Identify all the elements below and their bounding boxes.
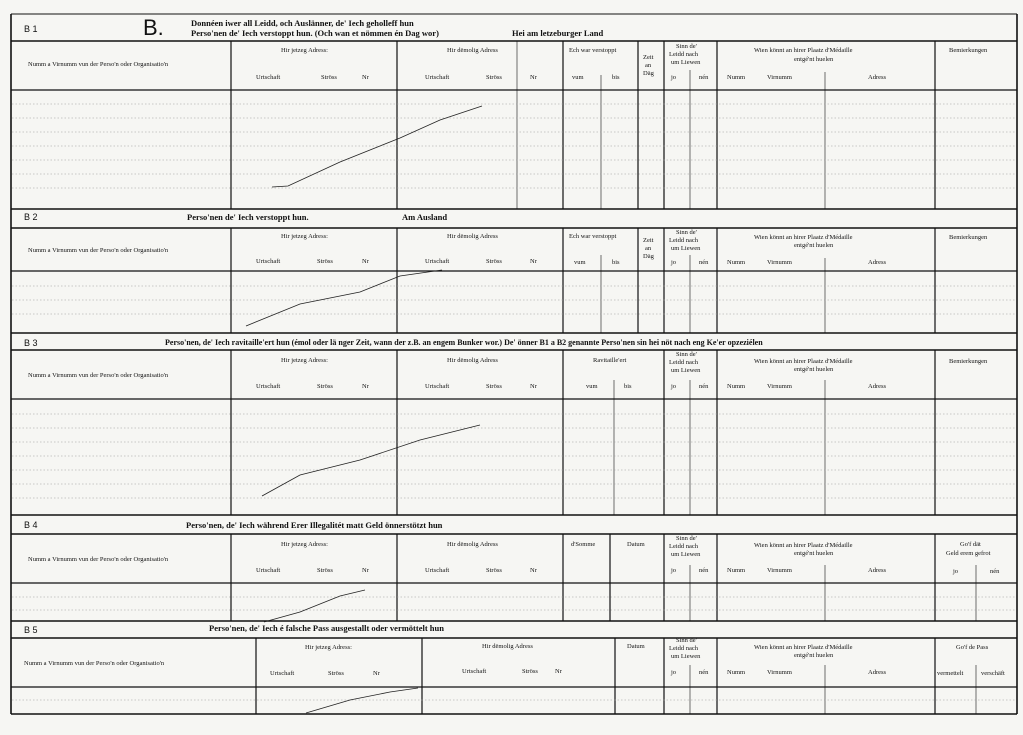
col-jo: jo — [953, 568, 959, 575]
col-somme: d'Somme — [571, 541, 596, 548]
col-hir-jetzeg: Hir jetzeg Adress: — [281, 47, 328, 54]
col-leidd: Leidd nach — [669, 237, 699, 244]
col-adress: Adress — [868, 567, 887, 574]
col-sinn: Sinn de' — [676, 43, 697, 50]
col-bis: bis — [624, 383, 632, 390]
col-bemierkungen: Bemierkungen — [949, 234, 988, 241]
col-urtschaft: Urtschaft — [256, 383, 281, 390]
col-stross: Ströss — [317, 567, 333, 574]
col-liewen: um Liewen — [671, 653, 701, 660]
col-medaille: Wien könnt an hirer Plaatz d'Médaille — [754, 542, 853, 549]
col-nr: Nr — [362, 383, 369, 390]
col-liewen: um Liewen — [671, 367, 701, 374]
col-urtschaft: Urtschaft — [256, 567, 281, 574]
col-bis: bis — [612, 74, 620, 81]
section-title-b3: Perso'nen, de' Iech ravitaille'ert hun (émol oder lä nger Zeit, wann der z.B. an engem Bunker wor.) De' önner B1 a B2 genannte Perso'nen sin hei nöt nach eng Ke'er opzeziélen — [165, 338, 763, 347]
col-adress: Adress — [868, 383, 887, 390]
col-nen: nén — [699, 259, 709, 266]
col-nr: Nr — [530, 383, 537, 390]
form-letter: B. — [143, 15, 164, 40]
col-virnumm: Virnumm — [767, 74, 792, 81]
section-title-b2: Perso'nen de' Iech verstoppt hun. — [187, 212, 309, 222]
col-nen: nén — [699, 567, 709, 574]
col-liewen: um Liewen — [671, 59, 701, 66]
col-bemierkungen: Bemierkungen — [949, 47, 988, 54]
col-hir-jetzeg: Hir jetzeg Adress: — [281, 233, 328, 240]
col-nr: Nr — [362, 74, 369, 81]
col-medaille-2: entgé'nt huelen — [794, 366, 834, 373]
col-datum: Datum — [627, 643, 645, 650]
col-urtschaft: Urtschaft — [425, 74, 450, 81]
col-nr: Nr — [555, 668, 562, 675]
col-nr: Nr — [530, 74, 537, 81]
section-label-b5: B 5 — [24, 625, 38, 635]
col-hir-jetzeg: Hir jetzeg Adress: — [305, 644, 352, 651]
col-vum: vum — [574, 259, 586, 266]
col-adress: Adress — [868, 669, 887, 676]
col-urtschaft: Urtschaft — [425, 258, 450, 265]
col-vum: vum — [572, 74, 584, 81]
col-nen: nén — [699, 383, 709, 390]
col-zeit-an: an — [645, 245, 652, 252]
col-numm: Numm — [727, 669, 746, 676]
col-nr: Nr — [373, 670, 380, 677]
col-verschaft: verschäft — [981, 670, 1005, 677]
col-nen: nén — [699, 669, 709, 676]
col-zeit-deg: Däg — [643, 253, 654, 260]
col-medaille: Wien könnt an hirer Plaatz d'Médaille — [754, 47, 853, 54]
col-verstoppt: Ech war verstoppt — [569, 47, 617, 54]
section-title-b5: Perso'nen, de' Iech é falsche Pass ausgestallt oder vermöttelt hun — [209, 623, 444, 633]
col-numm: Numm — [727, 74, 746, 81]
section-label-b2: B 2 — [24, 212, 38, 222]
col-leidd: Leidd nach — [669, 645, 699, 652]
col-nr: Nr — [530, 258, 537, 265]
col-name: Numm a Virnumm vun der Perso'n oder Organisatio'n — [24, 660, 165, 667]
col-medaille-2: entgé'nt huelen — [794, 56, 834, 63]
col-liewen: um Liewen — [671, 245, 701, 252]
col-virnumm: Virnumm — [767, 259, 792, 266]
col-datum: Datum — [627, 541, 645, 548]
col-leidd: Leidd nach — [669, 543, 699, 550]
section-title-b2-land: Am Ausland — [402, 212, 448, 222]
section-label-b1: B 1 — [24, 24, 38, 34]
col-stross: Ströss — [317, 383, 333, 390]
col-sinn: Sinn de' — [676, 637, 697, 644]
col-bemierkungen: Bemierkungen — [949, 358, 988, 365]
col-jo: jo — [671, 383, 677, 390]
col-stross: Ströss — [486, 567, 502, 574]
form-title-land: Hei am letzeburger Land — [512, 28, 604, 38]
col-name: Numm a Virnumm vun der Perso'n oder Organisatio'n — [28, 61, 169, 68]
col-nr: Nr — [530, 567, 537, 574]
col-name: Numm a Virnumm vun der Perso'n oder Organisatio'n — [28, 247, 169, 254]
col-medaille-2: entgé'nt huelen — [794, 242, 834, 249]
col-stross: Ströss — [321, 74, 337, 81]
col-virnumm: Virnumm — [767, 567, 792, 574]
col-gof: Go'f dät — [960, 541, 981, 548]
col-stross: Ströss — [328, 670, 344, 677]
col-medaille-2: entgé'nt huelen — [794, 652, 834, 659]
col-zeit: Zeit — [643, 54, 654, 61]
form-title-line1: Donnéen iwer all Leidd, och Auslänner, de' Iech geholleff hun — [191, 18, 414, 28]
col-vermettelt: vermettelt — [937, 670, 964, 677]
col-stross: Ströss — [522, 668, 538, 675]
col-name: Numm a Virnumm vun der Perso'n oder Organisatio'n — [28, 372, 169, 379]
col-gof-pass: Go'f de Pass — [956, 644, 989, 651]
col-hir-demolig: Hir dëmolig Adress — [447, 357, 498, 364]
col-hir-demolig: Hir dëmolig Adress — [447, 233, 498, 240]
col-urtschaft: Urtschaft — [425, 567, 450, 574]
col-nr: Nr — [362, 567, 369, 574]
col-medaille: Wien könnt an hirer Plaatz d'Médaille — [754, 644, 853, 651]
col-numm: Numm — [727, 259, 746, 266]
col-medaille-2: entgé'nt huelen — [794, 550, 834, 557]
col-jo: jo — [671, 669, 677, 676]
col-verstoppt: Ech war verstoppt — [569, 233, 617, 240]
col-virnumm: Virnumm — [767, 383, 792, 390]
col-leidd: Leidd nach — [669, 359, 699, 366]
col-hir-jetzeg: Hir jetzeg Adress: — [281, 541, 328, 548]
col-jo: jo — [671, 567, 677, 574]
section-label-b4: B 4 — [24, 520, 38, 530]
col-stross: Ströss — [486, 74, 502, 81]
col-stross: Ströss — [486, 383, 502, 390]
col-numm: Numm — [727, 567, 746, 574]
col-name: Numm a Virnumm vun der Perso'n oder Organisatio'n — [28, 556, 169, 563]
col-jo: jo — [671, 74, 677, 81]
section-title-b4: Perso'nen, de' Iech während Erer Illegalitét matt Geld önnerstötzt hun — [186, 520, 443, 530]
col-nr: Nr — [362, 258, 369, 265]
col-medaille: Wien könnt an hirer Plaatz d'Médaille — [754, 358, 853, 365]
col-ravitaille: Ravitaille'ert — [593, 357, 627, 364]
col-sinn: Sinn de' — [676, 351, 697, 358]
col-sinn: Sinn de' — [676, 229, 697, 236]
col-stross: Ströss — [486, 258, 502, 265]
col-urtschaft: Urtschaft — [256, 258, 281, 265]
form-title-line2: Perso'nen de' Iech verstoppt hun. (Och wan et nömmen én Dag wor) — [191, 28, 439, 38]
col-hir-demolig: Hir dëmolig Adress — [447, 541, 498, 548]
col-leidd: Leidd nach — [669, 51, 699, 58]
col-urtschaft: Urtschaft — [462, 668, 487, 675]
col-medaille: Wien könnt an hirer Plaatz d'Médaille — [754, 234, 853, 241]
col-adress: Adress — [868, 74, 887, 81]
col-hir-jetzeg: Hir jetzeg Adress: — [281, 357, 328, 364]
col-hir-demolig: Hir dëmolig Adress — [482, 643, 533, 650]
col-nen: nén — [990, 568, 1000, 575]
section-label-b3: B 3 — [24, 338, 38, 348]
col-vum: vum — [586, 383, 598, 390]
col-stross: Ströss — [317, 258, 333, 265]
col-hir-demolig: Hir dëmolig Adress — [447, 47, 498, 54]
col-urtschaft: Urtschaft — [270, 670, 295, 677]
col-jo: jo — [671, 259, 677, 266]
col-zeit: Zeit — [643, 237, 654, 244]
col-bis: bis — [612, 259, 620, 266]
col-urtschaft: Urtschaft — [256, 74, 281, 81]
col-virnumm: Virnumm — [767, 669, 792, 676]
col-zeit-an: an — [645, 62, 652, 69]
col-urtschaft: Urtschaft — [425, 383, 450, 390]
col-zeit-deg: Däg — [643, 70, 654, 77]
col-adress: Adress — [868, 259, 887, 266]
col-sinn: Sinn de' — [676, 535, 697, 542]
col-nen: nén — [699, 74, 709, 81]
col-liewen: um Liewen — [671, 551, 701, 558]
col-gof-2: Geld erem gefrot — [946, 550, 991, 557]
col-numm: Numm — [727, 383, 746, 390]
